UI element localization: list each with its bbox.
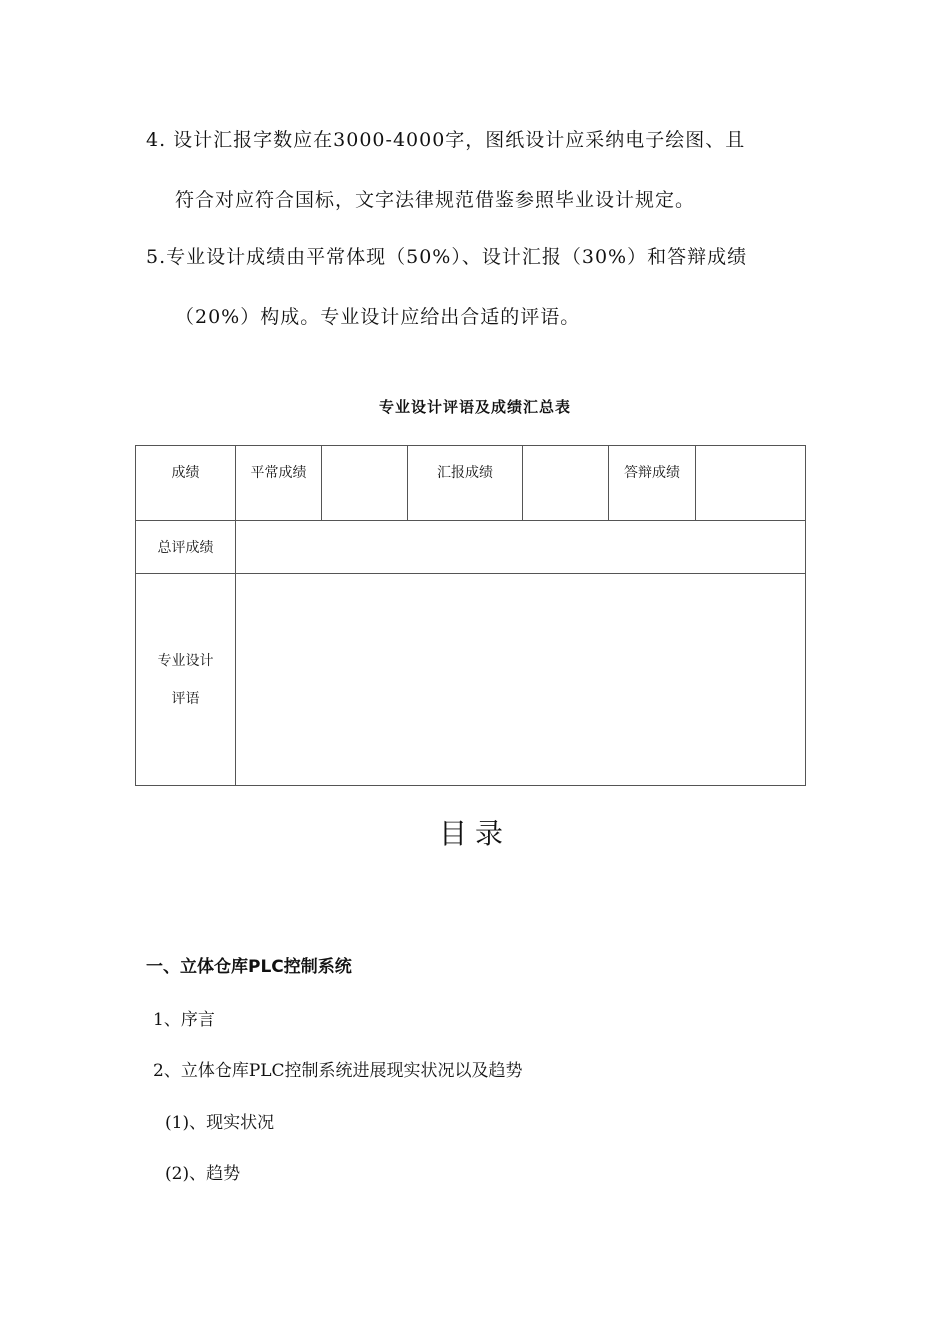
toc-section-1: 一、立体仓库PLC控制系统 — [146, 957, 352, 977]
requirement-item-4-line-1: 4. 设计汇报字数应在3000-4000字，图纸设计应采纳电子绘图、且 — [146, 129, 746, 151]
toc-title: 目录 — [438, 817, 511, 850]
toc-item-2-1: (1)、现实状况 — [165, 1113, 275, 1133]
daily-score-value-cell — [322, 446, 408, 521]
comments-value-cell — [236, 574, 806, 786]
overall-score-value-cell — [236, 521, 806, 574]
report-score-label-cell: 汇报成绩 — [408, 446, 523, 521]
table-row-comments — [136, 574, 806, 786]
defense-score-label-cell: 答辩成绩 — [609, 446, 696, 521]
table-row-overall — [136, 521, 806, 574]
daily-score-label-cell: 平常成绩 — [236, 446, 322, 521]
requirement-item-5-line-1: 5.专业设计成绩由平常体现（50%）、设计汇报（30%）和答辩成绩 — [146, 246, 748, 268]
scores-label-cell: 成绩 — [136, 446, 236, 521]
comments-label-line-1: 专业设计 — [157, 652, 214, 669]
table-title: 专业设计评语及成绩汇总表 — [378, 398, 571, 416]
grade-summary-table — [135, 445, 806, 786]
toc-item-2-2: (2)、趋势 — [165, 1164, 241, 1184]
requirement-item-4-line-2: 符合对应符合国标，文字法律规范借鉴参照毕业设计规定。 — [175, 189, 696, 211]
toc-item-1: 1、序言 — [153, 1010, 215, 1030]
report-score-value-cell — [523, 446, 609, 521]
comments-label-cell — [136, 574, 236, 786]
table-row-scores — [136, 446, 806, 521]
comments-label-line-2: 评语 — [171, 690, 200, 707]
defense-score-value-cell — [696, 446, 806, 521]
overall-score-label-cell: 总评成绩 — [136, 521, 236, 574]
requirement-item-5-line-2: （20%）构成。专业设计应给出合适的评语。 — [175, 306, 581, 328]
toc-item-2: 2、立体仓库PLC控制系统进展现实状况以及趋势 — [153, 1061, 523, 1081]
